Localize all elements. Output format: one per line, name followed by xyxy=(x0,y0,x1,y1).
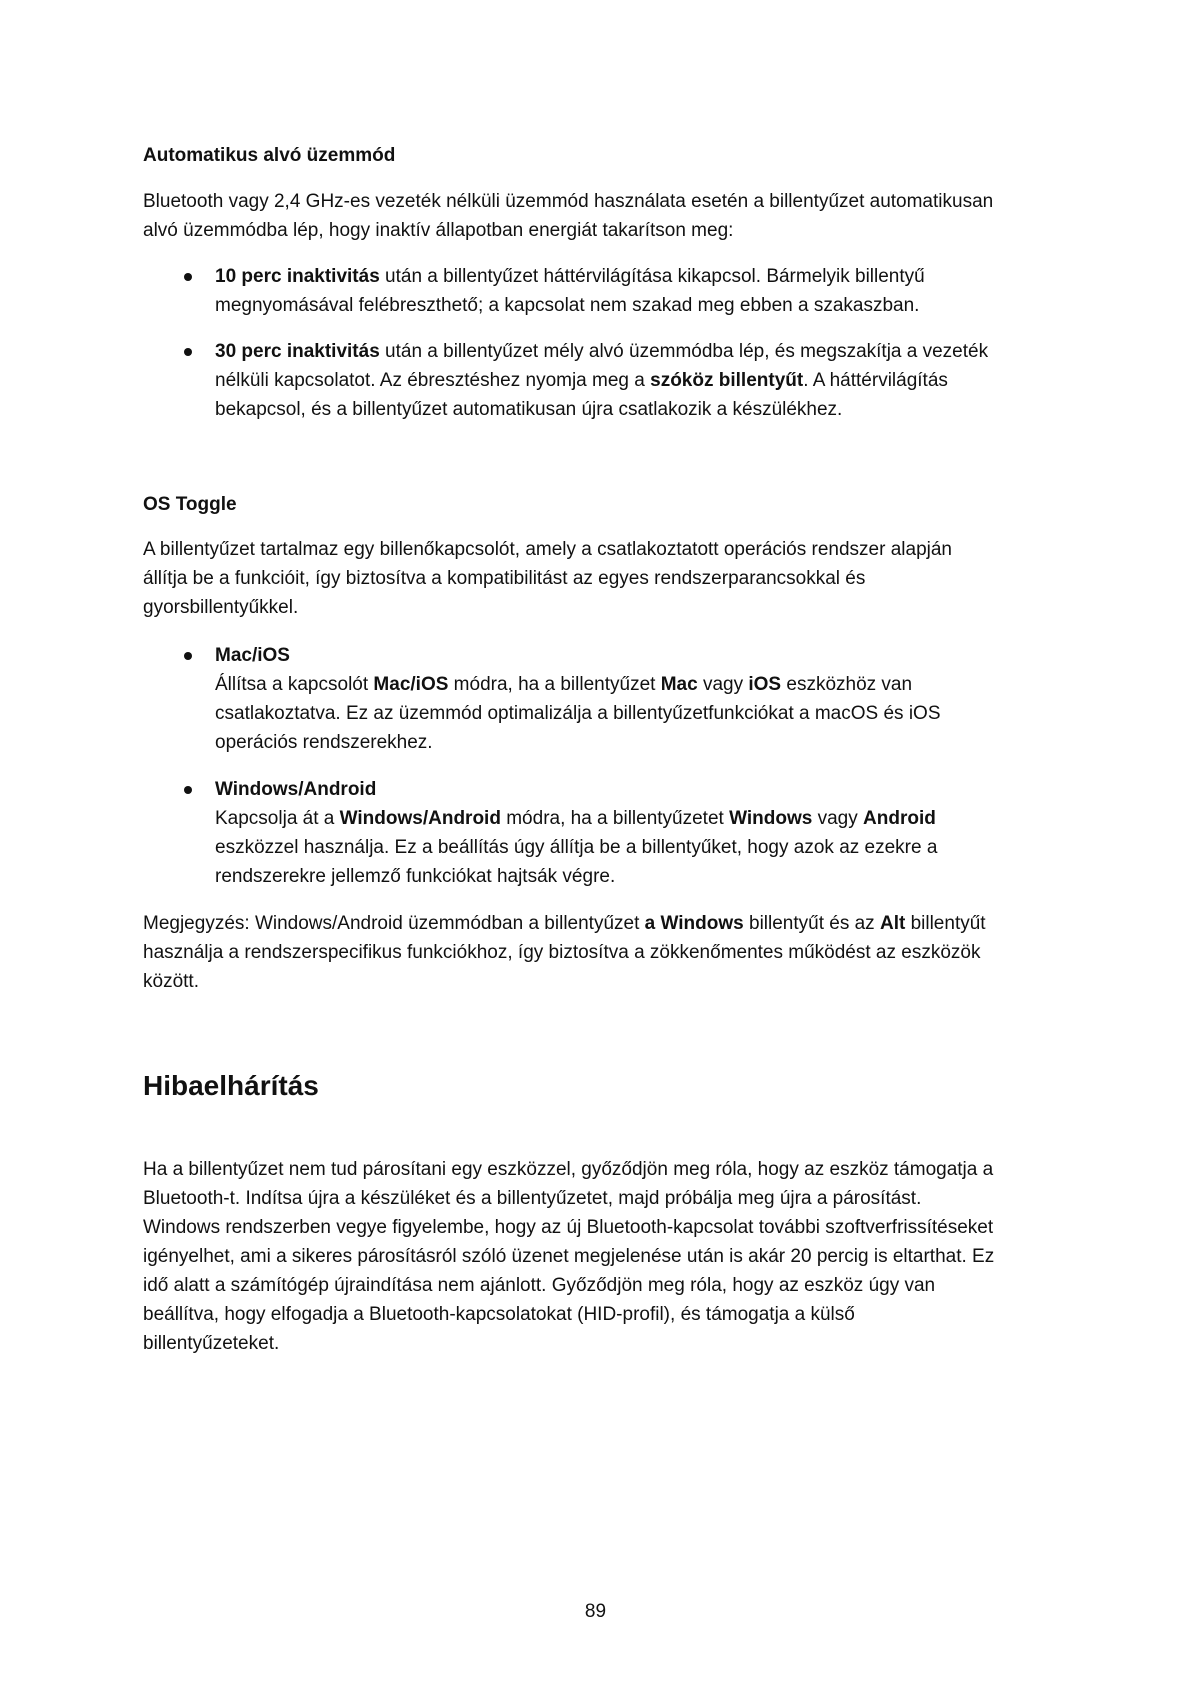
bullet-icon xyxy=(184,652,192,660)
text-line: igényelhet, ami a sikeres párosításról szóló üzenet megjelenése után is akár 20 percig is eltarthat. Ez xyxy=(143,1246,995,1267)
text-line: idő alatt a számítógép újraindítása nem ajánlott. Győződjön meg róla, hogy az eszköz úgy van xyxy=(143,1275,936,1296)
text-line: billentyűzeteket. xyxy=(143,1333,280,1354)
text-line: használja a rendszerspecifikus funkciókhoz, így biztosítva a zökkenőmentes működést az eszközök xyxy=(143,942,981,963)
text-line: alvó üzemmódba lép, hogy inaktív állapotban energiát takarítson meg: xyxy=(143,220,734,241)
text-line: Windows rendszerben vegye figyelembe, hogy az új Bluetooth-kapcsolat további szoftverfrissítéseket xyxy=(143,1217,994,1238)
bold-term: Windows/Android xyxy=(339,808,501,829)
text-line: A billentyűzet tartalmaz egy billenőkapcsolót, amely a csatlakoztatott operációs rendszer alapján xyxy=(143,539,952,560)
bold-term: 10 perc inaktivitás xyxy=(215,266,380,287)
text-line: Bluetooth-t. Indítsa újra a készüléket és a billentyűzetet, majd próbálja meg újra a párosítást. xyxy=(143,1188,922,1209)
text-segment: nélküli kapcsolatot. Az ébresztéshez nyomja meg a xyxy=(215,370,651,391)
text-line: megnyomásával felébreszthető; a kapcsolat nem szakad meg ebben a szakaszban. xyxy=(215,295,920,316)
bold-term: Windows/Android xyxy=(215,779,377,800)
text-line: csatlakoztatva. Ez az üzemmód optimalizálja a billentyűzetfunkciókat a macOS és iOS xyxy=(215,703,941,724)
troubleshooting-paragraph xyxy=(143,1155,1063,1358)
list-item-text xyxy=(215,262,1063,320)
bold-term: Windows xyxy=(729,808,813,829)
bold-term: szóköz billentyűt xyxy=(650,370,804,391)
list-item-text xyxy=(215,641,1063,757)
bold-term: Alt xyxy=(879,913,906,934)
section-heading-os-toggle: OS Toggle xyxy=(143,494,237,515)
bold-term: 30 perc inaktivitás xyxy=(215,341,380,362)
bold-term: iOS xyxy=(748,674,782,695)
text-line: állítja be a funkcióit, így biztosítva a kompatibilitást az egyes rendszerparancsokkal és xyxy=(143,568,866,589)
list-item-text xyxy=(215,775,1063,891)
bullet-icon xyxy=(184,786,192,794)
text-line: Bluetooth vagy 2,4 GHz-es vezeték nélküli üzemmód használata esetén a billentyűzet automatikusan xyxy=(143,191,994,212)
text-segment: eszközhöz van xyxy=(781,674,913,695)
bold-term: Mac/iOS xyxy=(215,645,290,666)
text-segment: után a billentyűzet háttérvilágítása kikapcsol. Bármelyik billentyű xyxy=(379,266,925,287)
text-segment: vagy xyxy=(697,674,749,695)
section-heading-troubleshooting: Hibaelhárítás xyxy=(143,1070,319,1101)
text-line: Ha a billentyűzet nem tud párosítani egy eszközzel, győződjön meg róla, hogy az eszköz támogatja a xyxy=(143,1159,994,1180)
bold-term: Mac xyxy=(660,674,698,695)
bold-term: Mac/iOS xyxy=(373,674,449,695)
page-number: 89 xyxy=(584,1601,607,1622)
text-line: operációs rendszerekhez. xyxy=(215,732,433,753)
list-item-text xyxy=(215,337,1063,424)
bold-term: Android xyxy=(863,808,936,829)
text-segment: Állítsa a kapcsolót xyxy=(215,674,374,695)
text-line: beállítva, hogy elfogadja a Bluetooth-kapcsolatokat (HID-profil), és támogatja a külső xyxy=(143,1304,855,1325)
text-segment: billentyűt xyxy=(905,913,986,934)
section-heading-sleep-mode: Automatikus alvó üzemmód xyxy=(143,145,396,166)
note-paragraph xyxy=(143,909,1063,996)
text-line: bekapcsol, és a billentyűzet automatikusan újra csatlakozik a készülékhez. xyxy=(215,399,843,420)
text-segment: Kapcsolja át a xyxy=(215,808,340,829)
text-segment: után a billentyűzet mély alvó üzemmódba lép, és megszakítja a vezeték xyxy=(379,341,989,362)
text-segment: vagy xyxy=(812,808,864,829)
text-line: rendszerekre jellemző funkciókat hajtsák végre. xyxy=(215,866,616,887)
bullet-icon xyxy=(184,348,192,356)
bullet-icon xyxy=(184,273,192,281)
bold-term: a Windows xyxy=(644,913,744,934)
text-segment: módra, ha a billentyűzetet xyxy=(500,808,730,829)
text-line: között. xyxy=(143,971,199,992)
text-segment: . A háttérvilágítás xyxy=(803,370,948,391)
text-segment: módra, ha a billentyűzet xyxy=(448,674,661,695)
text-segment: Megjegyzés: Windows/Android üzemmódban a billentyűzet xyxy=(143,913,645,934)
text-line: gyorsbillentyűkkel. xyxy=(143,597,299,618)
os-intro-paragraph xyxy=(143,535,1063,622)
text-line: eszközzel használja. Ez a beállítás úgy állítja be a billentyűket, hogy azok az ezekre a xyxy=(215,837,938,858)
sleep-intro-paragraph xyxy=(143,187,1063,245)
text-segment: billentyűt és az xyxy=(743,913,880,934)
document-page xyxy=(143,0,1063,1684)
